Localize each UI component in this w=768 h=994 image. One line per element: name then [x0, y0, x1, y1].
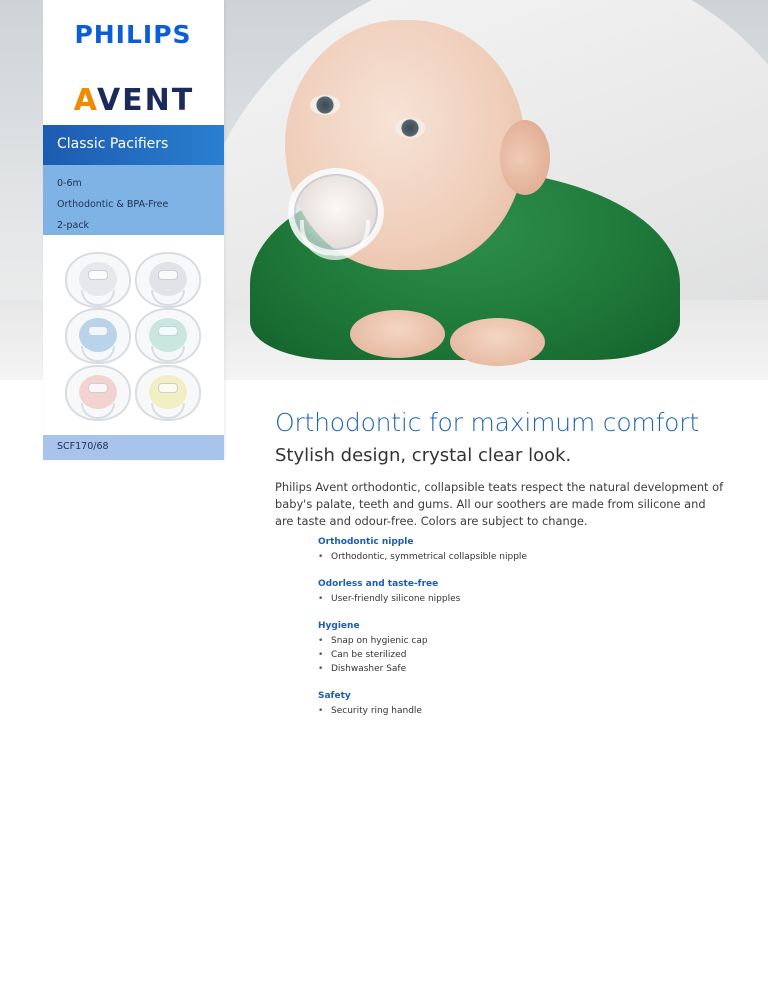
bullet-icon: • [318, 664, 324, 674]
description: Philips Avent orthodontic, collapsible teats respect the natural development of baby's palate, teeth and gums. All our soothers are made from silicone and are taste and odour-free. Colors are subject to change. [275, 480, 724, 528]
spec-pack: 2-pack [57, 220, 90, 231]
spec-age: 0-6m [57, 178, 82, 189]
feature-orthodontic [318, 537, 738, 564]
feature-safety [318, 691, 738, 718]
feature-item: • Security ring handle [318, 706, 422, 716]
bullet-icon: • [318, 636, 324, 646]
feature-hygiene [318, 621, 738, 676]
baby-hand-left [350, 310, 445, 358]
baby-eye-right [395, 118, 425, 138]
philips-logo: PHILIPS [74, 20, 192, 49]
bullet-icon: • [318, 706, 324, 716]
feature-item: • Orthodontic, symmetrical collapsible nipple [318, 552, 527, 562]
feature-title: Safety [318, 691, 351, 701]
soother-icon [65, 365, 131, 421]
soother-icon [135, 252, 201, 308]
feature-title: Orthodontic nipple [318, 537, 414, 547]
feature-item: • User-friendly silicone nipples [318, 594, 461, 604]
feature-item: • Snap on hygienic cap [318, 636, 428, 646]
product-title: Classic Pacifiers [43, 125, 224, 165]
soother-icon [65, 252, 131, 308]
headline: Orthodontic for maximum comfort [275, 408, 699, 437]
feature-odorless [318, 579, 738, 606]
spec-list [43, 165, 224, 235]
bullet-icon: • [318, 594, 324, 604]
baby-eye-left [310, 95, 340, 115]
bullet-icon: • [318, 552, 324, 562]
feature-item: • Can be sterilized [318, 650, 407, 660]
product-code: SCF170/68 [43, 435, 224, 460]
subheadline: Stylish design, crystal clear look. [275, 445, 572, 466]
feature-title: Hygiene [318, 621, 360, 631]
soother-icon [135, 308, 201, 364]
baby-ear [500, 120, 550, 195]
soother-icon [135, 365, 201, 421]
avent-logo: AVENT [73, 83, 195, 118]
bullet-icon: • [318, 650, 324, 660]
soother-icon [65, 308, 131, 364]
baby-hand-right [450, 318, 545, 366]
feature-list [318, 537, 738, 733]
product-image [43, 235, 224, 435]
spec-feature: Orthodontic & BPA-Free [57, 199, 169, 210]
feature-item: • Dishwasher Safe [318, 664, 407, 674]
feature-title: Odorless and taste-free [318, 579, 439, 589]
product-panel [43, 0, 224, 460]
